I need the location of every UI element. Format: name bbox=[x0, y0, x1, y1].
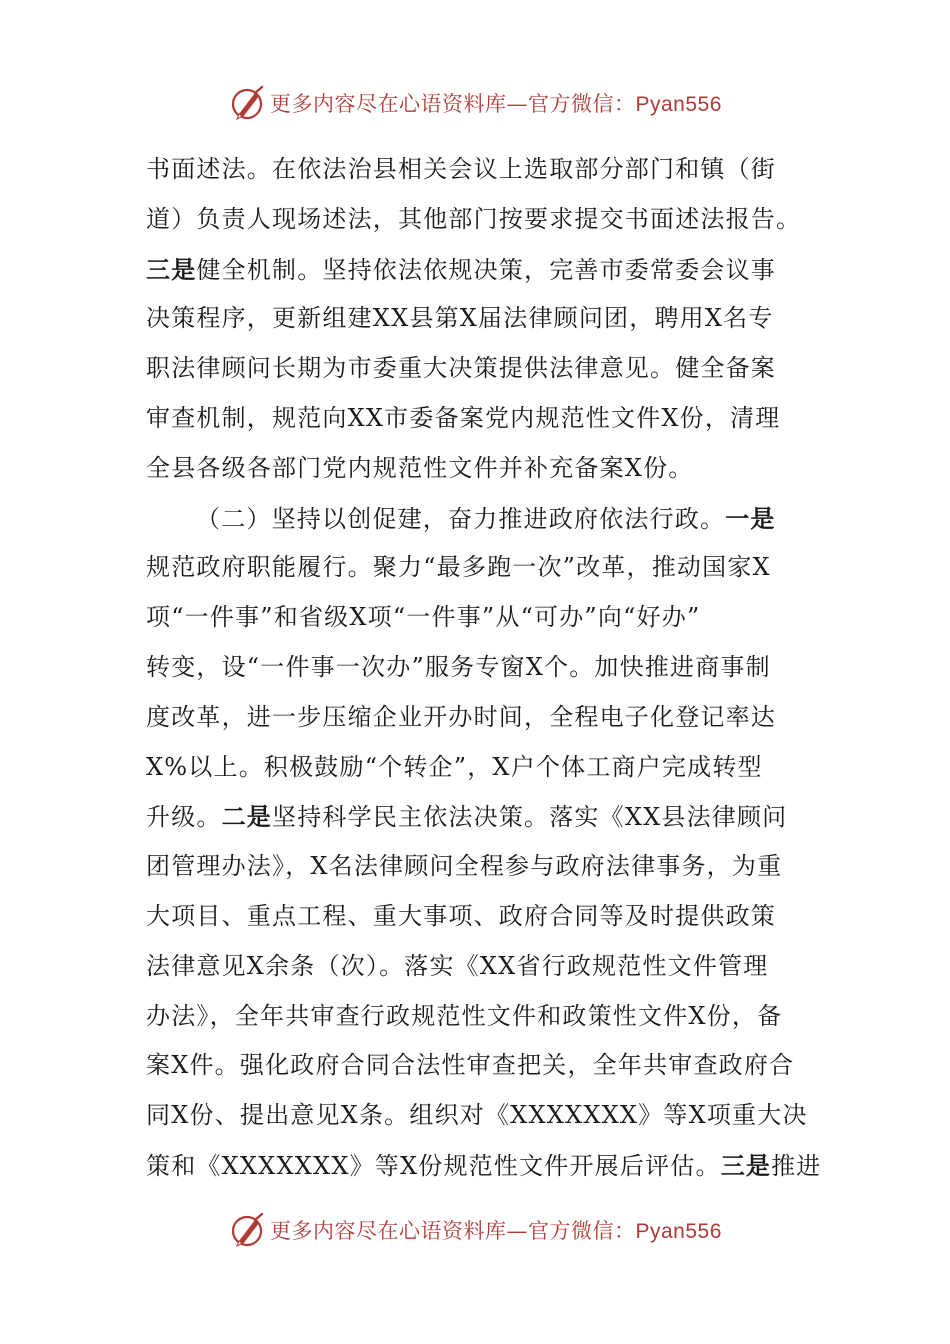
text-line bbox=[146, 693, 816, 743]
text-line bbox=[146, 792, 816, 842]
text-line bbox=[146, 892, 816, 942]
text-line bbox=[146, 195, 816, 245]
text-segment: 健全机制。坚持依法依规决策，完善市委常委会议事 bbox=[196, 255, 777, 284]
text-segment: 推进 bbox=[771, 1151, 822, 1180]
text-segment: 策和《XXXXXXX》等X份规范性文件开展后评估。 bbox=[146, 1151, 721, 1180]
text-line bbox=[146, 842, 816, 892]
text-segment: 决策程序，更新组建XX县第X届法律顾问团，聘用X名专 bbox=[146, 304, 774, 333]
bold-lead-phrase: 二是 bbox=[221, 802, 273, 832]
text-line bbox=[146, 643, 816, 693]
text-segment: 坚持科学民主依法决策。落实《XX县法律顾问 bbox=[272, 803, 788, 832]
text-segment: 大项目、重点工程、重大事项、政府合同等及时提供政策 bbox=[146, 901, 776, 930]
text-segment: 度改革，进一步压缩企业开办时间，全程电子化登记率达 bbox=[146, 702, 776, 731]
text-segment: 项“一件事”和省级X项“一件事”从“可办”向“好办” bbox=[146, 603, 701, 632]
text-line bbox=[146, 543, 816, 593]
text-line bbox=[146, 992, 816, 1042]
text-segment: 道）负责人现场述法，其他部门按要求提交书面述法报告。 bbox=[146, 204, 802, 233]
watermark-header bbox=[228, 83, 722, 123]
text-segment: 法律意见X余条（次）。落实《XX省行政规范性文件管理 bbox=[146, 951, 769, 980]
text-line bbox=[146, 394, 816, 444]
text-line bbox=[146, 1091, 816, 1141]
text-line bbox=[146, 942, 816, 992]
text-line bbox=[146, 245, 816, 295]
text-line bbox=[146, 593, 816, 643]
text-segment: 案X件。强化政府合同合法性审查把关，全年共审查政府合 bbox=[146, 1051, 795, 1080]
document-body bbox=[146, 145, 822, 1191]
text-line bbox=[146, 1041, 816, 1091]
text-line bbox=[146, 1141, 822, 1191]
text-line bbox=[146, 344, 816, 394]
watermark-text: 更多内容尽在心语资料库—官方微信：Pyan556 bbox=[270, 1219, 722, 1243]
text-segment: 同X份、提出意见X条。组织对《XXXXXXX》等X项重大决 bbox=[146, 1101, 808, 1130]
text-segment: 职法律顾问长期为市委重大决策提供法律意见。健全备案 bbox=[146, 354, 776, 383]
text-segment: 书面述法。在依法治县相关会议上选取部分部门和镇（街 bbox=[146, 155, 776, 183]
text-line bbox=[146, 145, 816, 195]
text-segment: 办法》，全年共审查行政规范性文件和政策性文件X份，备 bbox=[146, 1001, 783, 1030]
watermark-text: 更多内容尽在心语资料库—官方微信：Pyan556 bbox=[270, 92, 722, 116]
text-line bbox=[146, 444, 816, 494]
text-line bbox=[146, 494, 816, 544]
text-line bbox=[146, 743, 816, 793]
bold-lead-phrase: 三是 bbox=[720, 1150, 772, 1180]
watermark-footer bbox=[228, 1210, 722, 1250]
text-segment: 全县各级各部门党内规范性文件并补充备案X份。 bbox=[146, 453, 694, 482]
pen-logo-icon bbox=[228, 83, 268, 123]
text-segment: （二）坚持以创促建，奋力推进政府依法行政。 bbox=[196, 504, 726, 533]
text-segment: X%以上。积极鼓励“个转企”，X户个体工商户完成转型 bbox=[146, 752, 763, 781]
bold-lead-phrase: 一是 bbox=[725, 503, 776, 533]
text-segment: 审查机制，规范向XX市委备案党内规范性文件X份，清理 bbox=[146, 403, 781, 432]
text-segment: 团管理办法》，X名法律顾问全程参与政府法律事务，为重 bbox=[146, 852, 783, 881]
text-segment: 规范政府职能履行。聚力“最多跑一次”改革，推动国家X bbox=[146, 553, 771, 582]
bold-lead-phrase: 三是 bbox=[146, 254, 197, 284]
text-line bbox=[146, 294, 816, 344]
text-segment: 转变，设“一件事一次办”服务专窗X个。加快推进商事制 bbox=[146, 652, 771, 681]
text-segment: 升级。 bbox=[146, 803, 222, 832]
pen-logo-icon bbox=[228, 1210, 268, 1250]
